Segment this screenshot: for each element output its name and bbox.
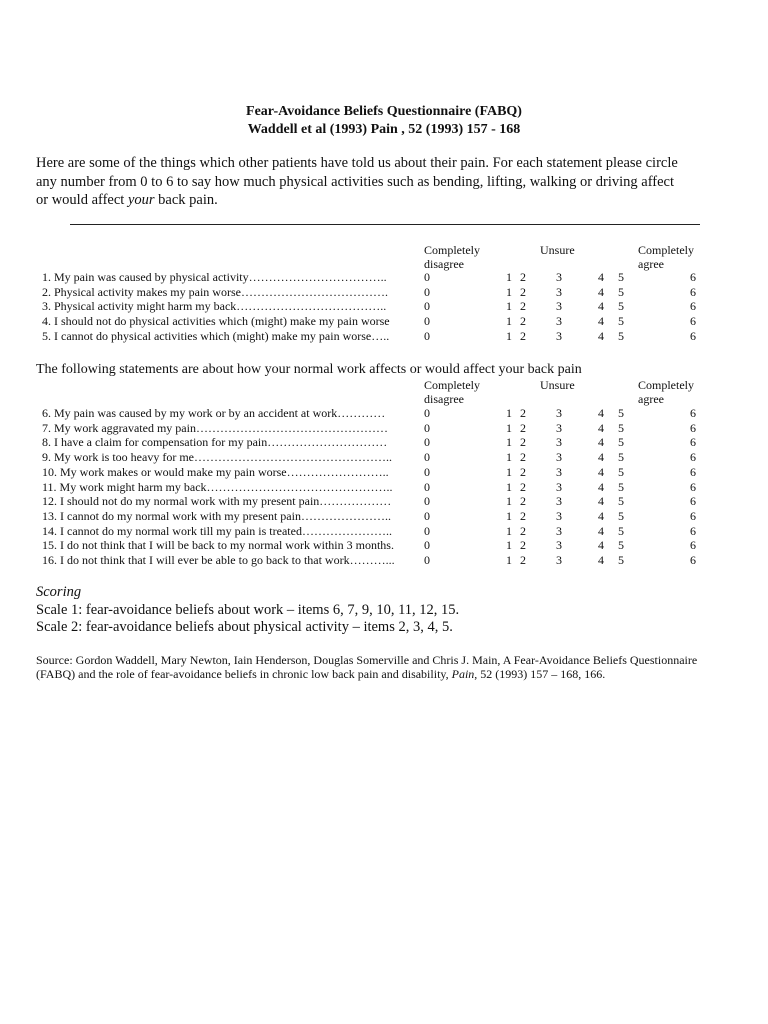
question-text: 5. I cannot do physical activities which (might) make my pain worse….. [42,328,390,343]
question-text: 12. I should not do my normal work with my present pain……………… [42,494,392,509]
rating-option-6[interactable]: 6 [690,314,696,329]
rating-option-6[interactable]: 6 [690,553,696,567]
rating-option-2[interactable]: 2 [520,270,526,284]
rating-option-1[interactable]: 1 [506,284,512,299]
rating-option-2[interactable]: 2 [520,299,526,314]
rating-option-3[interactable]: 3 [556,299,562,314]
rating-option-6[interactable]: 6 [690,464,696,479]
rating-option-5[interactable]: 5 [618,479,624,494]
question-row [0,524,768,539]
question-text: 3. Physical activity might harm my back……………………………….. [42,299,387,314]
rating-option-4[interactable]: 4 [598,553,604,567]
rating-option-4[interactable]: 4 [598,299,604,314]
rating-option-5[interactable]: 5 [618,420,624,435]
rating-option-4[interactable]: 4 [598,450,604,465]
scale-right-bottom: agree [638,391,664,406]
rating-option-0[interactable]: 0 [424,553,430,567]
rating-option-6[interactable]: 6 [690,508,696,523]
rating-option-1[interactable]: 1 [506,523,512,538]
rating-option-1[interactable]: 1 [506,328,512,343]
rating-option-1[interactable]: 1 [506,464,512,479]
rating-option-0[interactable]: 0 [424,299,430,314]
rating-option-5[interactable]: 5 [618,464,624,479]
rating-option-2[interactable]: 2 [520,328,526,343]
question-text: 1. My pain was caused by physical activity…………………………….. [42,270,387,284]
source-text-end: , 52 (1993) 157 – 168, 166. [474,667,606,681]
intro-text: Here are some of the things which other patients have told us about their pain. For each statement please circle any number from 0 to 6 to say how much physical activities such as bending, lifting, walking or driving affect or would affect [36,155,678,208]
rating-option-6[interactable]: 6 [690,328,696,343]
scoring-heading [36,584,81,601]
rating-option-2[interactable]: 2 [520,523,526,538]
rating-option-4[interactable]: 4 [598,420,604,435]
question-text: 16. I do not think that I will ever be able to go back to that work………... [42,553,395,567]
rating-option-3[interactable]: 3 [556,420,562,435]
rating-option-2[interactable]: 2 [520,494,526,509]
rating-option-6[interactable]: 6 [690,479,696,494]
question-row [0,480,768,495]
rating-option-1[interactable]: 1 [506,508,512,523]
scale-middle-label: Unsure [540,243,575,257]
rating-option-2[interactable]: 2 [520,406,526,420]
rating-option-4[interactable]: 4 [598,479,604,494]
rating-option-6[interactable]: 6 [690,284,696,299]
question-text: 15. I do not think that I will be back to my normal work within 3 months. [42,538,394,553]
rating-option-6[interactable]: 6 [690,435,696,450]
rating-option-0[interactable]: 0 [424,314,430,329]
rating-option-4[interactable]: 4 [598,494,604,509]
question-row [0,299,768,314]
rating-option-6[interactable]: 6 [690,299,696,314]
rating-option-5[interactable]: 5 [618,406,624,420]
scale-middle-label-2: Unsure [540,378,575,392]
rating-option-4[interactable]: 4 [598,464,604,479]
rating-option-3[interactable]: 3 [556,406,562,420]
rating-option-0[interactable]: 0 [424,270,430,284]
source-citation [36,653,726,681]
intro-emphasis: your [127,192,155,208]
rating-option-5[interactable]: 5 [618,450,624,465]
scoring-scale2: Scale 2: fear-avoidance beliefs about physical activity – items 2, 3, 4, 5. [36,619,453,635]
source-text: Source: Gordon Waddell, Mary Newton, Iain Henderson, Douglas Somerville and Chris J. Main, A Fear-Avoidance Beliefs Questionnaire (FABQ) and the role of fear-avoidance beliefs in chronic low back pain and disability, [36,653,698,681]
scale-right-bottom: agree [638,256,664,271]
rating-option-1[interactable]: 1 [506,479,512,494]
question-row [0,494,768,509]
rating-option-3[interactable]: 3 [556,523,562,538]
question-row [0,538,768,553]
rating-option-2[interactable]: 2 [520,538,526,553]
scale-left-label-2 [424,379,480,406]
question-row [0,465,768,480]
rating-option-2[interactable]: 2 [520,420,526,435]
rating-option-6[interactable]: 6 [690,523,696,538]
rating-option-2[interactable]: 2 [520,314,526,329]
rating-option-3[interactable]: 3 [556,479,562,494]
rating-option-0[interactable]: 0 [424,420,430,435]
rating-option-3[interactable]: 3 [556,494,562,509]
question-text: 7. My work aggravated my pain………………………………………… [42,420,388,435]
question-text: 4. I should not do physical activities which (might) make my pain worse [42,314,390,329]
rating-option-4[interactable]: 4 [598,284,604,299]
scale-left-top: Completely [424,378,480,392]
question-text: 11. My work might harm my back……………………………………….. [42,479,393,494]
rating-option-6[interactable]: 6 [690,494,696,509]
rating-option-6[interactable]: 6 [690,538,696,553]
scoring-heading-text: Scoring [36,584,82,600]
rating-option-5[interactable]: 5 [618,494,624,509]
intro-text-end: back pain. [154,192,218,208]
rating-option-1[interactable]: 1 [506,494,512,509]
horizontal-divider [70,224,700,225]
rating-option-5[interactable]: 5 [618,299,624,314]
rating-option-1[interactable]: 1 [506,435,512,450]
rating-option-3[interactable]: 3 [556,450,562,465]
question-row [0,509,768,524]
rating-option-0[interactable]: 0 [424,538,430,553]
question-row [0,285,768,300]
rating-option-6[interactable]: 6 [690,420,696,435]
rating-option-4[interactable]: 4 [598,523,604,538]
rating-option-4[interactable]: 4 [598,314,604,329]
scale-right-top: Completely [638,243,694,257]
scale-right-label-2 [638,379,694,406]
question-row [0,406,768,421]
rating-option-1[interactable]: 1 [506,538,512,553]
question-text: 8. I have a claim for compensation for my pain………………………… [42,435,388,450]
question-row [0,329,768,344]
rating-option-4[interactable]: 4 [598,270,604,284]
question-text: 2. Physical activity makes my pain worse………………………………. [42,284,388,299]
rating-option-1[interactable]: 1 [506,314,512,329]
rating-option-3[interactable]: 3 [556,464,562,479]
document-citation: Waddell et al (1993) Pain , 52 (1993) 157 - 168 [247,122,521,137]
rating-option-3[interactable]: 3 [556,314,562,329]
scale-left-bottom: disagree [424,256,464,271]
question-row [0,435,768,450]
question-row [0,553,768,568]
rating-option-0[interactable]: 0 [424,508,430,523]
rating-option-4[interactable]: 4 [598,508,604,523]
rating-option-0[interactable]: 0 [424,435,430,450]
rating-option-5[interactable]: 5 [618,523,624,538]
question-text: 9. My work is too heavy for me………………………………………….. [42,450,392,465]
scale-left-top: Completely [424,243,480,257]
question-text: 14. I cannot do my normal work till my pain is treated………………….. [42,523,392,538]
question-row [0,450,768,465]
rating-option-4[interactable]: 4 [598,538,604,553]
rating-option-1[interactable]: 1 [506,420,512,435]
rating-option-3[interactable]: 3 [556,328,562,343]
rating-option-4[interactable]: 4 [598,328,604,343]
rating-option-4[interactable]: 4 [598,406,604,420]
rating-option-3[interactable]: 3 [556,538,562,553]
rating-option-1[interactable]: 1 [506,270,512,284]
rating-option-5[interactable]: 5 [618,328,624,343]
rating-option-5[interactable]: 5 [618,314,624,329]
rating-option-0[interactable]: 0 [424,328,430,343]
scale-left-label [424,244,480,271]
rating-option-1[interactable]: 1 [506,553,512,567]
rating-option-5[interactable]: 5 [618,553,624,567]
rating-option-0[interactable]: 0 [424,479,430,494]
rating-option-0[interactable]: 0 [424,494,430,509]
document-title: Fear-Avoidance Beliefs Questionnaire (FABQ) [246,104,522,119]
rating-option-3[interactable]: 3 [556,270,562,284]
scale-right-top: Completely [638,378,694,392]
rating-option-3[interactable]: 3 [556,284,562,299]
question-row [0,270,768,285]
source-journal: Pain [451,667,475,681]
rating-option-5[interactable]: 5 [618,538,624,553]
rating-option-6[interactable]: 6 [690,406,696,420]
question-row [0,421,768,436]
rating-option-2[interactable]: 2 [520,435,526,450]
rating-option-5[interactable]: 5 [618,435,624,450]
question-text: 6. My pain was caused by my work or by an accident at work………… [42,406,386,420]
rating-option-1[interactable]: 1 [506,450,512,465]
rating-option-2[interactable]: 2 [520,508,526,523]
rating-option-2[interactable]: 2 [520,553,526,567]
rating-option-0[interactable]: 0 [424,464,430,479]
rating-option-2[interactable]: 2 [520,479,526,494]
rating-option-5[interactable]: 5 [618,284,624,299]
question-text: 13. I cannot do my normal work with my present pain………………….. [42,508,391,523]
rating-option-1[interactable]: 1 [506,406,512,420]
scale-left-bottom: disagree [424,391,464,406]
rating-option-0[interactable]: 0 [424,450,430,465]
rating-option-6[interactable]: 6 [690,270,696,284]
rating-option-2[interactable]: 2 [520,464,526,479]
rating-option-0[interactable]: 0 [424,523,430,538]
scale-right-label [638,244,694,271]
question-text: 10. My work makes or would make my pain worse…………………….. [42,464,389,479]
rating-option-2[interactable]: 2 [520,450,526,465]
section2-heading: The following statements are about how your normal work affects or would affect your back pain [36,362,582,377]
rating-option-2[interactable]: 2 [520,284,526,299]
rating-option-0[interactable]: 0 [424,406,430,420]
intro-paragraph [36,154,686,210]
rating-option-3[interactable]: 3 [556,508,562,523]
rating-option-4[interactable]: 4 [598,435,604,450]
scoring-scale1: Scale 1: fear-avoidance beliefs about work – items 6, 7, 9, 10, 11, 12, 15. [36,602,460,618]
rating-option-6[interactable]: 6 [690,450,696,465]
rating-option-1[interactable]: 1 [506,299,512,314]
rating-option-5[interactable]: 5 [618,508,624,523]
rating-option-5[interactable]: 5 [618,270,624,284]
rating-option-3[interactable]: 3 [556,553,562,567]
rating-option-0[interactable]: 0 [424,284,430,299]
question-row [0,314,768,329]
rating-option-3[interactable]: 3 [556,435,562,450]
